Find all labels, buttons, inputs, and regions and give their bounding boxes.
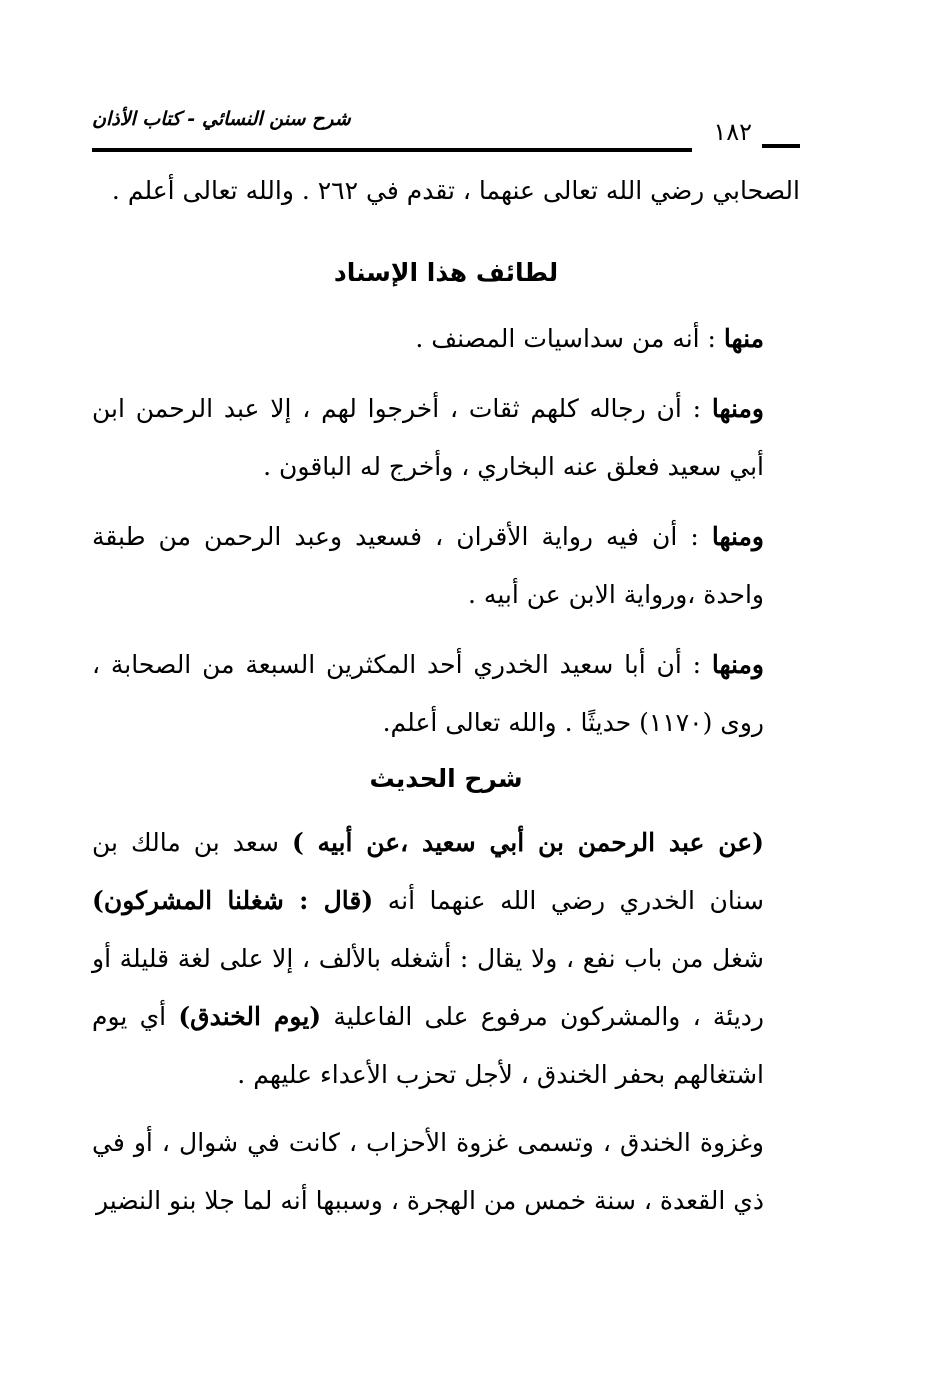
item-lead: منها bbox=[723, 324, 764, 353]
item-lead: ومنها bbox=[711, 394, 764, 423]
quoted-narrators: (عن عبد الرحمن بن أبي سعيد ،عن أبيه ) bbox=[291, 828, 764, 857]
page-number-dash bbox=[762, 144, 800, 148]
item-text: : أن رجاله كلهم ثقات ، أخرجوا لهم ، إلا عبد الرحمن ابن أبي سعيد فعلق عنه البخاري ، وأخرج له الباقون . bbox=[92, 394, 764, 481]
quoted-hadith: (قال : شغلنا المشركون) bbox=[92, 886, 374, 915]
paragraph-text: سعد بن مالك بن سنان الخدري رضي الله عنهما أنه bbox=[92, 828, 764, 915]
sharh-paragraph bbox=[92, 814, 800, 1104]
isnad-item bbox=[92, 380, 800, 496]
item-text: : أنه من سداسيات المصنف . bbox=[415, 324, 724, 353]
section-heading-isnad: لطائف هذا الإسناد bbox=[333, 258, 559, 287]
section-heading-sharh: شرح الحديث bbox=[369, 764, 523, 793]
isnad-item bbox=[92, 310, 800, 368]
isnad-items bbox=[92, 310, 800, 752]
quoted-day: (يوم الخندق) bbox=[178, 1002, 322, 1031]
intro-line: الصحابي رضي الله تعالى عنهما ، تقدم في ٢٦٢ . والله تعالى أعلم . bbox=[111, 176, 800, 205]
header-book-title: شرح سنن النسائي - كتاب الأذان bbox=[92, 108, 351, 130]
header-rule bbox=[92, 148, 692, 152]
running-header bbox=[92, 108, 800, 156]
isnad-item bbox=[92, 636, 800, 752]
page-number: ١٨٢ bbox=[713, 118, 752, 146]
item-text: : أن أبا سعيد الخدري أحد المكثرين السبعة من الصحابة ، روى (١١٧٠) حديثًا . والله تعالى أعلم. bbox=[92, 650, 764, 737]
paragraph-text: أي يوم اشتغالهم بحفر الخندق ، لأجل تحزب الأعداء عليهم . bbox=[92, 1002, 764, 1089]
paragraph-text: شغل من باب نفع ، ولا يقال : أشغله بالألف ، إلا على لغة قليلة أو رديئة ، والمشركون مرفوع على الفاعلية bbox=[92, 944, 765, 1031]
isnad-item bbox=[92, 508, 800, 624]
item-lead: ومنها bbox=[711, 522, 764, 551]
sharh-paragraph: وغزوة الخندق ، وتسمى غزوة الأحزاب ، كانت في شوال ، أو في ذي القعدة ، سنة خمس من الهجرة ، وسببها أنه لما جلا بنو النضير bbox=[92, 1128, 764, 1215]
item-text: : أن فيه رواية الأقران ، فسعيد وعبد الرحمن من طبقة واحدة ،ورواية الابن عن أبيه . bbox=[92, 522, 764, 609]
item-lead: ومنها bbox=[711, 650, 764, 679]
sharh-paragraphs bbox=[92, 814, 800, 1230]
intro-paragraph bbox=[92, 162, 800, 220]
